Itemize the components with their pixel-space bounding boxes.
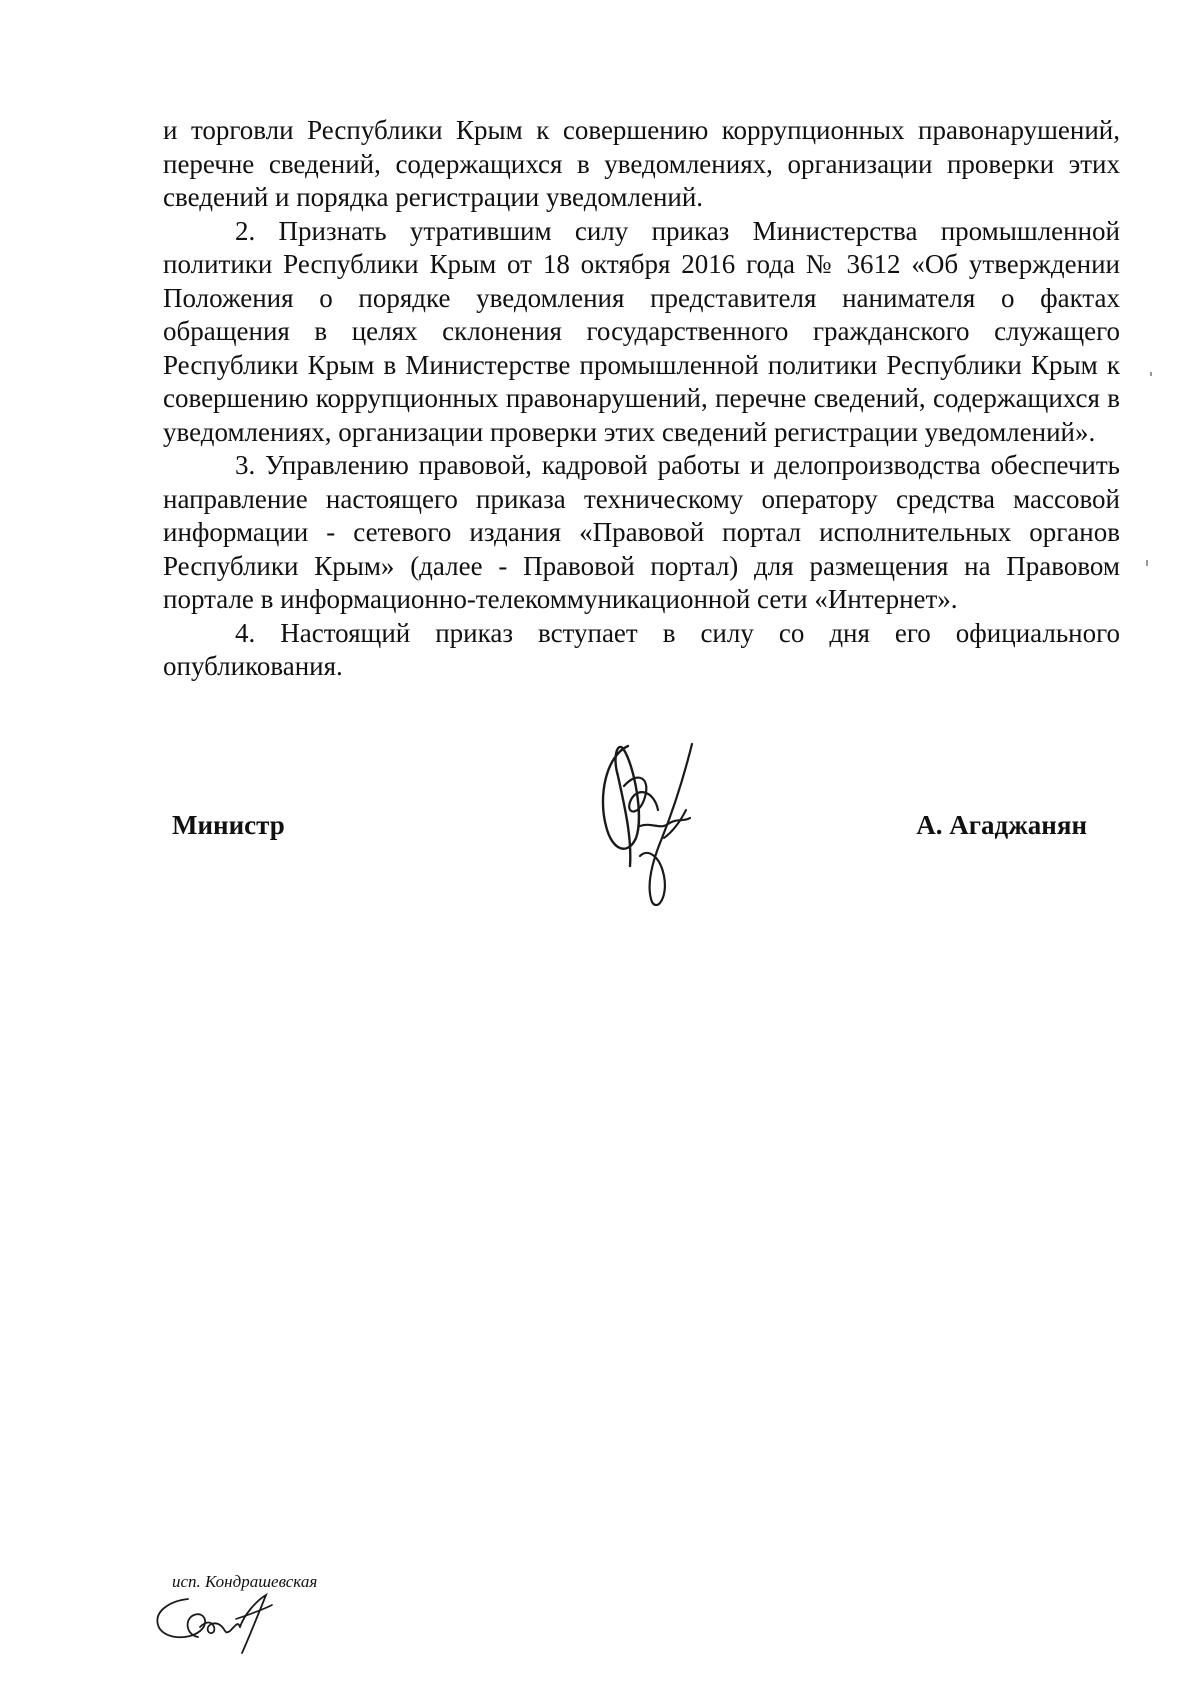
document-body — [163, 114, 1120, 684]
paragraph-3: 3. Управлению правовой, кадровой работы и делопроизводства обеспечить направление настоящего приказа техническому оператору средства массовой информации - сетевого издания «Правовой портал исполнительных органов Республики Крым» (далее - Правовой портал) для размещения на Правовом портале в информационно-телекоммуникационной сети «Интернет». — [163, 450, 1120, 614]
paragraph-2: 2. Признать утратившим силу приказ Министерства промышленной политики Республики Крым от 18 октября 2016 года № 3612 «Об утверждении Положения о порядке уведомления представителя нанимателя о фактах обращения в целях склонения государственного гражданского служащего Республики Крым в Министерстве промышленной политики Республики Крым к совершению коррупционных правонарушений, перечне сведений, содержащихся в уведомлениях, организации проверки этих сведений регистрации уведомлений». — [163, 215, 1120, 447]
executor-signature — [148, 1585, 298, 1657]
signatory-position: Министр — [172, 810, 285, 840]
paragraph-1: и торговли Республики Крым к совершению коррупционных правонарушений, перечне сведений, содержащихся в уведомлениях, организации проверки этих сведений и порядка регистрации уведомлений. — [163, 115, 1120, 212]
signatory-name: А. Агаджанян — [916, 810, 1087, 840]
scan-speck — [1150, 372, 1152, 376]
scan-speck — [1146, 560, 1148, 566]
paragraph-4: 4. Настоящий приказ вступает в силу со дня его официального опубликования. — [163, 617, 1120, 681]
executor-label: исп. Кондрашевская — [172, 1572, 318, 1591]
minister-signature — [588, 726, 728, 906]
